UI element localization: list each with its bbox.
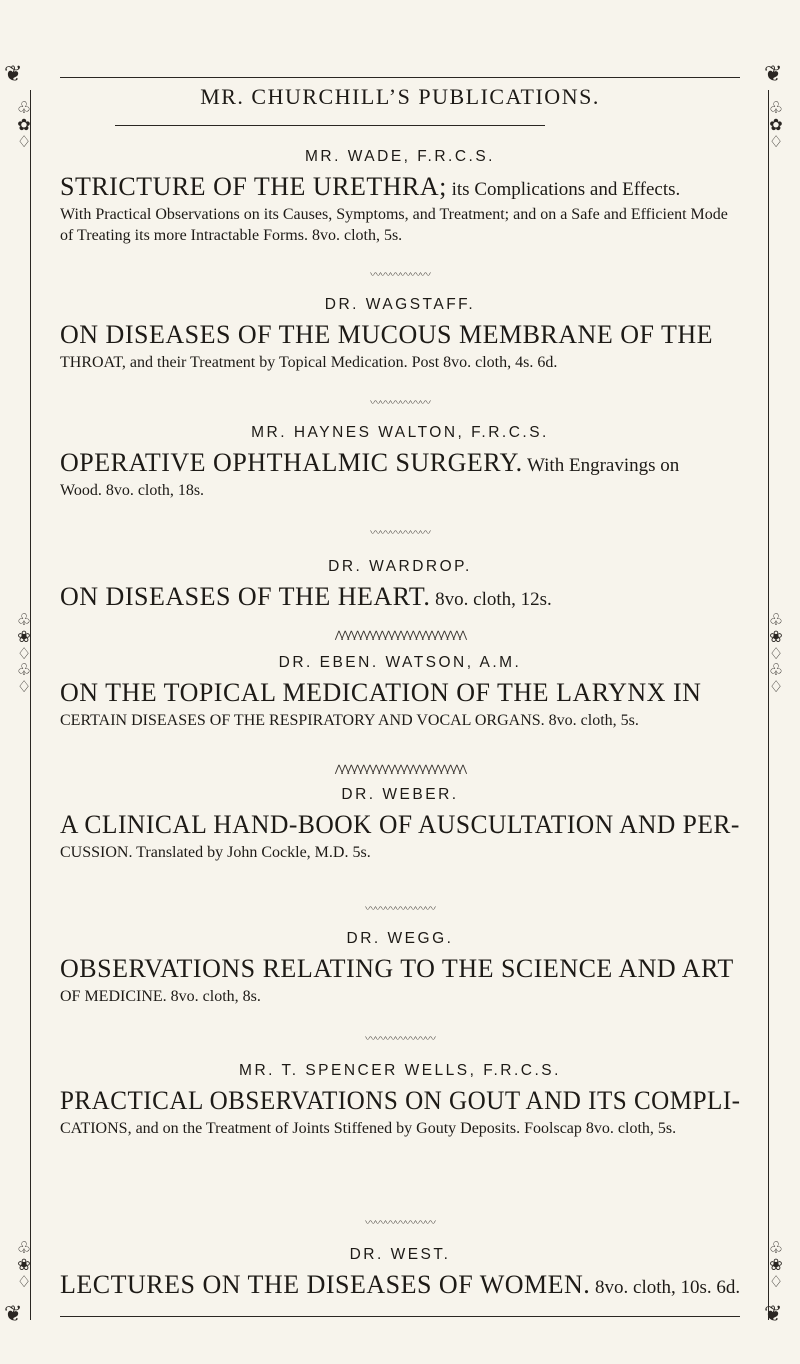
vine-ornament-icon: ♧ ❀ ♢ ♧ ♢ xyxy=(16,610,32,697)
ornamental-divider: 〰〰〰〰〰〰〰 xyxy=(365,1032,435,1045)
book-title xyxy=(60,582,740,612)
ornamental-divider: ⋀⋀⋀⋀⋀⋀⋀⋀⋀⋀⋀⋀⋀⋀⋀⋀⋀⋀⋀⋀⋀ xyxy=(334,764,466,775)
book-title xyxy=(60,954,740,984)
book-entry xyxy=(60,1246,740,1300)
title-rest: its Complications and Effects. xyxy=(446,179,681,200)
author-name: DR. WAGSTAFF. xyxy=(324,296,476,313)
floral-corner-icon: ❦ xyxy=(4,1302,23,1327)
author-name: MR. T. SPENCER WELLS, F.R.C.S. xyxy=(239,1062,561,1079)
author-name: DR. WEST. xyxy=(349,1246,451,1263)
ornamental-divider: 〰〰〰〰〰〰 xyxy=(370,396,430,409)
book-description: With Practical Observations on its Causes, Symptoms, and Treatment; and on a Safe and Efficient Mode of Treating its more Intractable Forms. 8vo. cloth, 5s. xyxy=(60,205,728,245)
floral-corner-icon: ❦ xyxy=(764,62,783,87)
book-description: Wood. 8vo. cloth, 18s. xyxy=(60,481,205,499)
author-name: DR. EBEN. WATSON, A.M. xyxy=(278,654,522,671)
book-entry xyxy=(60,654,740,731)
title-main: STRICTURE OF THE URETHRA; xyxy=(60,172,447,201)
ornamental-divider: ⋀⋀⋀⋀⋀⋀⋀⋀⋀⋀⋀⋀⋀⋀⋀⋀⋀⋀⋀⋀⋀ xyxy=(334,630,466,641)
floral-corner-icon: ❦ xyxy=(764,1302,783,1327)
top-border-rule xyxy=(60,77,740,78)
title-main: PRACTICAL OBSERVATIONS ON GOUT AND ITS COMPLI- xyxy=(60,1086,741,1115)
title-rest: With Engravings on xyxy=(522,455,680,476)
bottom-border-rule xyxy=(60,1316,740,1317)
author-name: MR. WADE, F.R.C.S. xyxy=(305,148,495,165)
title-main: ON DISEASES OF THE MUCOUS MEMBRANE OF THE xyxy=(60,320,714,349)
book-title xyxy=(60,810,740,840)
title-main: ON THE TOPICAL MEDICATION OF THE LARYNX IN xyxy=(60,678,702,707)
ornamental-divider: 〰〰〰〰〰〰 xyxy=(370,268,430,281)
vine-ornament-icon: ♧ ✿ ♢ xyxy=(768,98,784,151)
title-main: LECTURES ON THE DISEASES OF WOMEN. xyxy=(60,1270,591,1299)
ornamental-divider: 〰〰〰〰〰〰〰 xyxy=(365,1216,435,1229)
book-entry xyxy=(60,558,740,612)
title-main: OPERATIVE OPHTHALMIC SURGERY. xyxy=(60,448,523,477)
book-entry xyxy=(60,424,740,501)
title-rest: 8vo. cloth, 10s. 6d. xyxy=(590,1277,741,1298)
book-title xyxy=(60,678,740,708)
book-title xyxy=(60,448,740,478)
title-rest: 8vo. cloth, 12s. xyxy=(430,589,552,610)
book-description: THROAT, and their Treatment by Topical Medication. Post 8vo. cloth, 4s. 6d. xyxy=(60,353,558,371)
book-title xyxy=(60,172,740,202)
book-title xyxy=(60,320,740,350)
ornamental-divider: 〰〰〰〰〰〰〰 xyxy=(365,902,435,915)
book-description: CUSSION. Translated by John Cockle, M.D. 5s. xyxy=(60,843,371,861)
book-entry xyxy=(60,786,740,863)
page-header: MR. CHURCHILL’S PUBLICATIONS. xyxy=(200,84,600,109)
floral-corner-icon: ❦ xyxy=(4,62,23,87)
book-description: CERTAIN DISEASES OF THE RESPIRATORY AND VOCAL ORGANS. 8vo. cloth, 5s. xyxy=(60,711,639,729)
book-entry xyxy=(60,930,740,1007)
book-title xyxy=(60,1270,740,1300)
vine-ornament-icon: ♧ ❀ ♢ ♧ ♢ xyxy=(768,610,784,697)
header-underline-rule xyxy=(115,125,545,126)
vine-ornament-icon: ♧ ❀ ♢ xyxy=(768,1238,784,1291)
ornamental-divider: 〰〰〰〰〰〰 xyxy=(370,526,430,539)
author-name: DR. WEBER. xyxy=(341,786,459,803)
vine-ornament-icon: ♧ ✿ ♢ xyxy=(16,98,32,151)
author-name: DR. WEGG. xyxy=(346,930,454,947)
book-entry xyxy=(60,148,740,247)
book-entry xyxy=(60,296,740,373)
book-description: CATIONS, and on the Treatment of Joints Stiffened by Gouty Deposits. Foolscap 8vo. cloth, 5s. xyxy=(60,1119,677,1137)
title-main: A CLINICAL HAND-BOOK OF AUSCULTATION AND PER- xyxy=(60,810,740,839)
book-description: OF MEDICINE. 8vo. cloth, 8s. xyxy=(60,987,261,1005)
book-entry xyxy=(60,1062,740,1139)
author-name: DR. WARDROP. xyxy=(328,558,472,575)
title-main: ON DISEASES OF THE HEART. xyxy=(60,582,431,611)
book-title xyxy=(60,1086,741,1116)
title-main: OBSERVATIONS RELATING TO THE SCIENCE AND ART xyxy=(60,954,734,983)
vine-ornament-icon: ♧ ❀ ♢ xyxy=(16,1238,32,1291)
author-name: MR. HAYNES WALTON, F.R.C.S. xyxy=(251,424,549,441)
